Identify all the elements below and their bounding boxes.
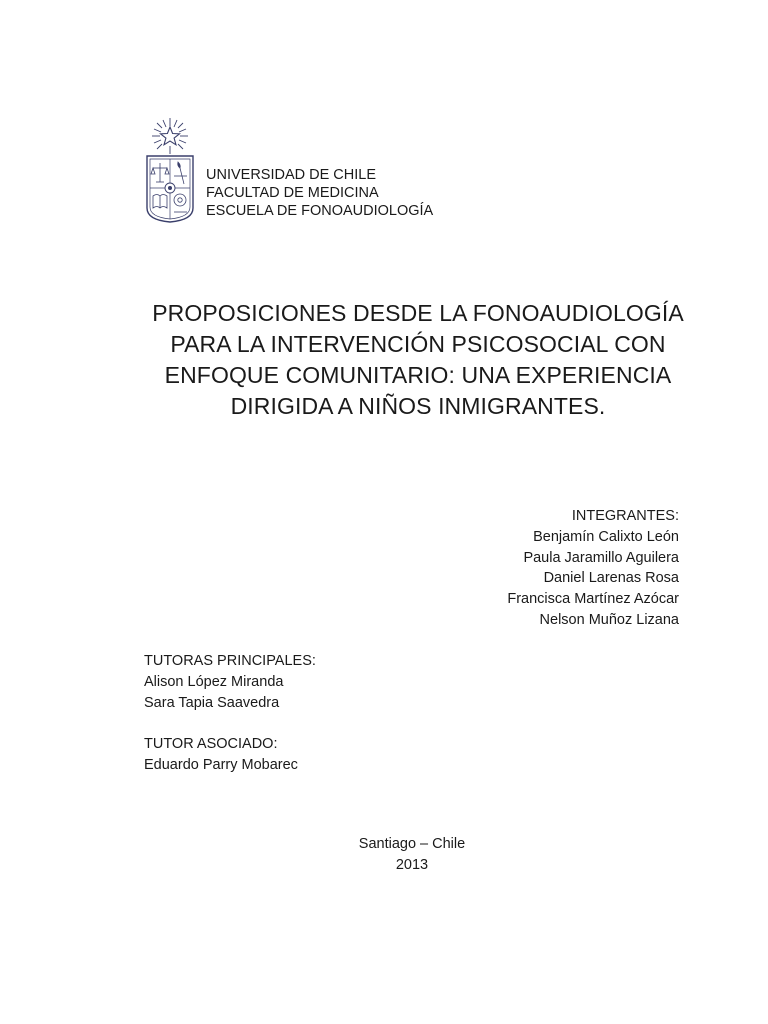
tutor-name: Sara Tapia Saavedra <box>144 694 280 711</box>
members-block <box>507 506 679 631</box>
associate-heading: TUTOR ASOCIADO: <box>144 736 278 752</box>
title-line-2: PARA LA INTERVENCIÓN PSICOSOCIAL CON <box>170 331 666 357</box>
footer-block <box>297 834 527 876</box>
tutors-heading: TUTORAS PRINCIPALES: <box>144 653 316 669</box>
university-name: UNIVERSIDAD DE CHILE <box>206 167 377 183</box>
tutors-block <box>144 651 316 713</box>
faculty-name: FACULTAD DE MEDICINA <box>206 185 379 201</box>
associate-tutor-name: Eduardo Parry Mobarec <box>144 756 298 773</box>
tutor-name: Alison López Miranda <box>144 673 284 690</box>
member-name: Nelson Muñoz Lizana <box>539 611 679 628</box>
members-heading: INTEGRANTES: <box>571 508 679 524</box>
place: Santiago – Chile <box>358 836 466 852</box>
title-line-3: ENFOQUE COMUNITARIO: UNA EXPERIENCIA <box>164 362 672 388</box>
member-name: Benjamín Calixto León <box>533 528 679 545</box>
university-crest-icon <box>143 116 197 224</box>
year: 2013 <box>395 857 429 873</box>
member-name: Daniel Larenas Rosa <box>543 570 679 587</box>
document-title <box>140 298 696 422</box>
associate-tutor-block <box>144 734 298 776</box>
institution-block <box>206 166 433 220</box>
title-line-1: PROPOSICIONES DESDE LA FONOAUDIOLOGÍA <box>152 300 684 326</box>
title-line-4: DIRIGIDA A NIÑOS INMIGRANTES. <box>230 393 606 419</box>
school-name: ESCUELA DE FONOAUDIOLOGÍA <box>206 203 434 219</box>
member-name: Francisca Martínez Azócar <box>507 591 679 608</box>
member-name: Paula Jaramillo Aguilera <box>523 549 679 566</box>
